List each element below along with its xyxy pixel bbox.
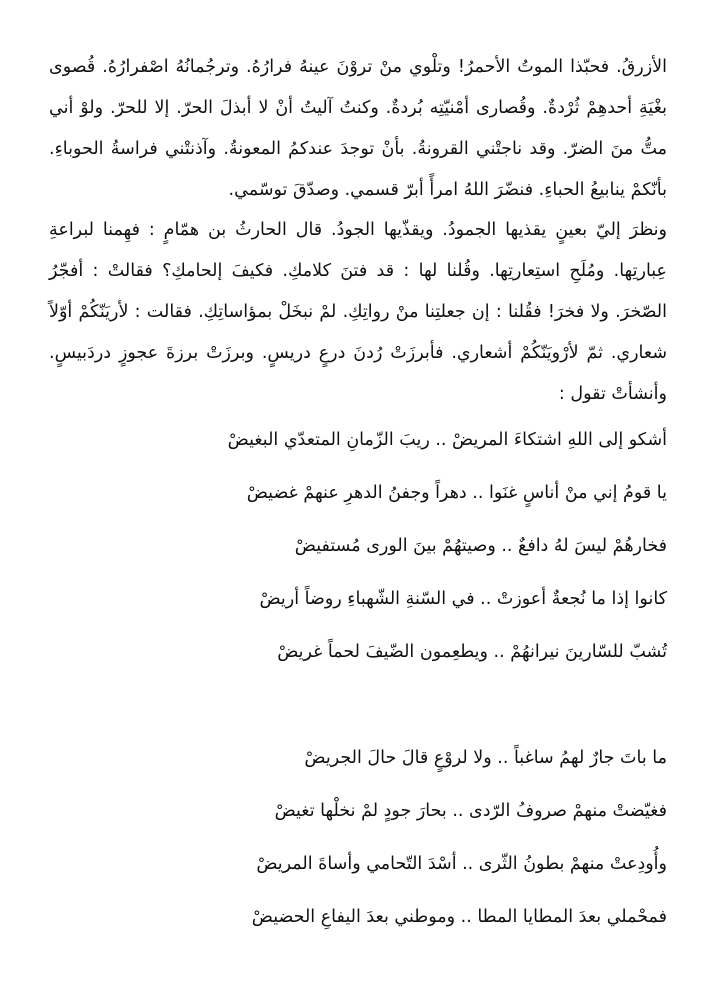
verse-line-8: وأُودِعتْ منهمْ بطونُ الثّرى .. أسْدَ التّحامي وأساةَ المريضْ — [256, 854, 667, 874]
verse-line-6: ما باتَ جارٌ لهمُ ساغباً .. ولا لروْعٍ قالَ حالَ الجريضْ — [304, 748, 667, 768]
verse-line-5: تُشبّ للسّارينَ نيرانهُمْ .. ويطعِمون الضّيفَ لحماً غريضْ — [277, 642, 667, 662]
verse-line-2: يا قومُ إني منْ أناسٍ غنَوا .. دهراً وجفنُ الدهرِ عنهمْ غضيضْ — [246, 483, 667, 503]
paragraph-1: الأزرقُ. فحبّذا الموتُ الأحمرُ! وتلْوي منْ تروْنَ عينهُ فرارُهُ. وترجُمانُهُ اصْفرارُهُ. قُصوى بغْيَةِ أحدهِمْ ثُرْدةٌ. وقُصارى أمْنيّتِه بُردةٌ. وكنتُ آليتُ أنْ لا أبذلَ الحرّ. إلا للحرّ. ولوْ أني متُّ منَ الضرّ. وقد ناجتْني القرونةُ. بأنْ توجدَ عندكمُ المعونةُ. وآذنتْني فراسةُ الحوباءِ. بأنّكمْ ينابيعُ الحباءِ. فنضّرَ اللهُ امرأً أبرّ قسمي. وصدّقَ توسّمي. — [49, 57, 667, 200]
paragraph-2: ونظرَ إليّ بعينٍ يقذيها الجمودُ. ويقذّيها الجودُ. قال الحارثُ بن همّامٍ : فهِمنا لبراعةِ عِبارتِها. ومُلَحِ استِعارتِها. وقُلنا لها : قد فتنَ كلامكِ. فكيفَ إلحامكِ؟ فقالتْ : أفجّرُ الصّخرَ. ولا فخرَ! فقُلنا : إن جعلتِنا منْ رواتِكِ. لمْ نبخَلْ بمؤاساتِكِ. فقالت : لأريَنّكُمْ أوّلاً شعاري. ثمّ لأرْويَنّكُمْ أشعاري. فأبرزَتْ رُدنَ درعٍ دريسٍ. وبرزَتْ برزةَ عجوزٍ دردَبيسٍ. وأنشأتْ تقول : — [49, 220, 667, 404]
verse-line-7: فغيّضتْ منهمْ صروفُ الرّدى .. بحارَ جودٍ لمْ نخلْها تغيضْ — [274, 801, 667, 821]
verse-line-1: أشكو إلى اللهِ اشتكاءَ المريضْ .. ريبَ الزّمانِ المتعدّي البغيضْ — [227, 430, 667, 450]
verse-line-3: فخارهُمْ ليسَ لهُ دافعٌ .. وصيتهُمْ بينَ الورى مُستفيضْ — [294, 536, 667, 556]
verse-line-9: فمحْملي بعدَ المطايا المطا .. وموطني بعدَ اليفاعِ الحضيضْ — [251, 907, 667, 927]
verse-line-4: كانوا إذا ما نُجعةٌ أعوزتْ .. في السّنةِ الشّهباءِ روضاً أريضْ — [259, 589, 667, 609]
